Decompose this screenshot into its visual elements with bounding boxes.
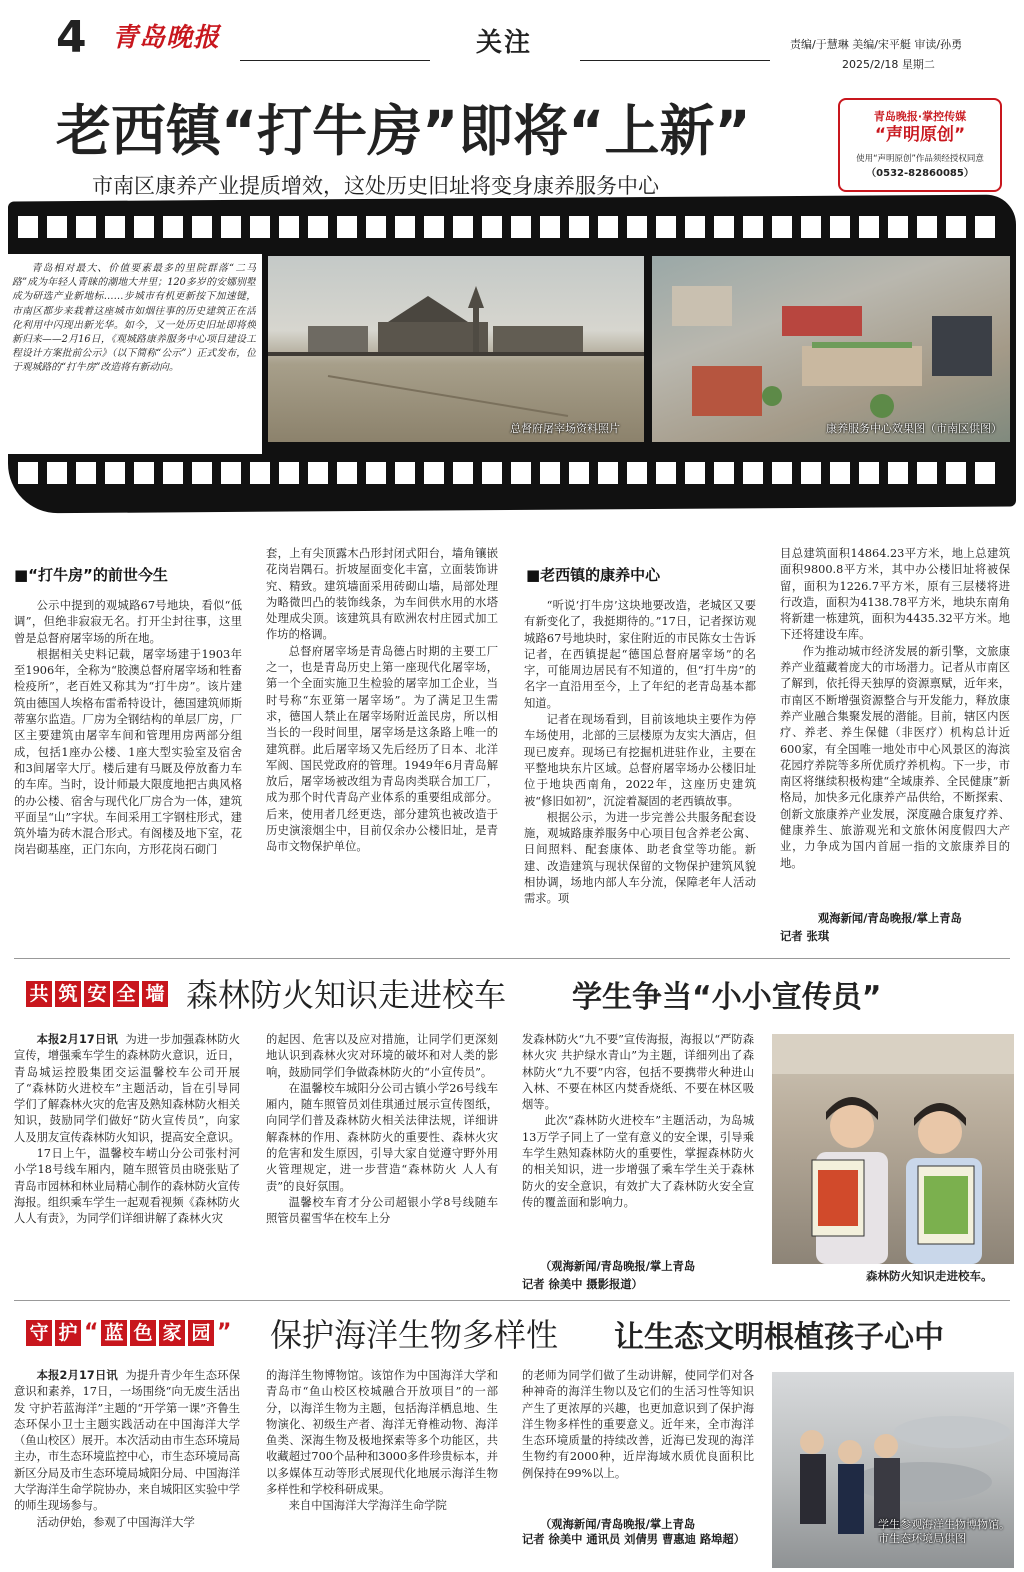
museum-photo — [772, 1372, 1014, 1568]
paragraph: 来自中国海洋大学海洋生命学院 — [288, 1499, 447, 1513]
museum-photo-caption: 学生参观海洋生物博物馆。市生态环境局供图 — [878, 1518, 1010, 1545]
tag-char: 护 — [55, 1320, 81, 1346]
paragraph: “听说‘打牛房’这块地要改造，老城区又要有新变化了，我挺期待的。”17日，记者探访观城路67号地块时，家住附近的市民陈女士告诉记者，在西镇提起“德国总督府屠宰场”的名字，可能周边居民有不知道的，但“打牛房”的名字一直沿用至今，上了年纪的老青岛基本都知道。 — [524, 599, 756, 710]
school-bus-photo-caption: 森林防火知识走进校车。 — [866, 1269, 993, 1283]
paragraph: 发森林防火“九不要”宣传海报，海报以“严防森林火灾 共护绿水青山”为主题，详细列出了森林防火“九不要”内容，包括不要携带火种进山入林、不要在林区内焚香烧纸、不要在林区吸烟等。 — [522, 1033, 754, 1112]
story3-col3 — [522, 1368, 754, 1514]
students-illustration — [772, 1034, 1014, 1264]
intro-paragraph: 青岛相对最大、价值要素最多的里院群落“二马路”成为年轻人青睐的潮地大井里；120多岁的安娜别墅成为研选产业新地标……步城市有机更新按下加速键，市南区都步来栽着这座城市如烟往事的历史建筑正在活化利用中闪现出新光华。如今，又一处历史旧址即将焕新归来——2月16日，《观城路康养服务中心项目建设工程设计方案批前公示》（以下简称“公示”）正式发布，位于观城路的“打牛房”改造将有新动向。 — [12, 263, 256, 374]
dateline: 本报2月17日讯 — [36, 1369, 118, 1382]
masthead-rule-right — [580, 60, 770, 61]
paragraph: 总督府屠宰场是青岛德占时期的主要工厂之一，也是青岛历史上第一座现代化屠宰场，第一个全面实施卫生检验的屠宰加工企业，当时号称“东亚第一屠宰场”。为了满足卫生需求，德国人禁止在屠宰场附近盖民房，所以相当长的一段时间里，屠宰场是这条路上唯一的建筑群。此后屠宰场又先后经历了日本、北洋军阀、国民党政府的管理。1949年6月青岛解放后，屠宰场被改组为青岛肉类联合加工厂，成为那个时代青岛产业体系的重要组成部分。后来，使用者几经更迭，部分建筑也被改造于历史演滚烟尘中，目前仅余办公楼旧址，是青岛市文物保护单位。 — [266, 644, 498, 854]
tag-char: 园 — [188, 1320, 214, 1346]
stamp-line-3: 使用“声明原创”作品须经授权同意 — [856, 154, 984, 164]
paragraph: 活动伊始，参观了中国海洋大学 — [36, 1515, 195, 1529]
stamp-line-1: 青岛晚报·掌控传媒 — [873, 110, 967, 123]
section-divider — [14, 958, 1010, 959]
story3-reporter: 记者 徐美中 通讯员 刘倩男 曹惠迪 路埠超） — [522, 1533, 746, 1546]
rendering-caption: 康养服务中心效果图（市南区供图） — [826, 422, 1002, 435]
paragraph: 的起因、危害以及应对措施，让同学们更深刻地认识到森林火灾对环境的破坏和对人类的影响，鼓励同学们争做森林防火的“小宣传员”。 — [266, 1033, 498, 1079]
film-sprockets-bottom — [10, 462, 1010, 484]
old-building-illustration — [268, 256, 644, 442]
tag-char: 墙 — [142, 981, 168, 1007]
paragraph: 的老师为同学们做了生动讲解，使同学们对各种神奇的海洋生物以及它们的生活习性等知识产生了更浓厚的兴趣，也更加意识到了保护海洋生物多样性的重要意义。近年来，全市海洋生态环境质量的持续改善，近海已发现的海洋生物约有2000种，近岸海域水质优良面积比例保持在99%以上。 — [522, 1369, 754, 1480]
film-sprockets-top — [10, 216, 1010, 238]
dateline: 本报2月17日讯 — [36, 1033, 118, 1046]
story3-col2 — [266, 1368, 498, 1568]
paragraph: 记者在现场看到，目前该地块主要作为停车场使用，北部的三层楼原为友实大酒店，但现已废弃。现场已有挖掘机进驻作业，主要在平整地块东片区域。总督府屠宰场办公楼旧址位于地块西南角，2022年，这座历史建筑被“修旧如初”，沉淀着凝固的老西镇故事。 — [524, 713, 756, 808]
paragraph: 在温馨校车城阳分公司古镇小学26号线车厢内，随车照管员刘佳琪通过展示宣传图纸，向同学们普及森林防火相关法律法规，详细讲解森林的作用、森林防火的重要性、森林火灾的危害和发生原因，引导大家自觉遵守野外用火管理规定，进一步营造“森林防火 人人有责”的良好氛围。 — [266, 1081, 498, 1193]
page-number: 4 — [56, 12, 87, 63]
main-headline: 老西镇“打牛房”即将“上新” — [56, 99, 751, 163]
tag-char: ” — [217, 1320, 232, 1345]
story3-title-bold: 让生态文明根植孩子心中 — [614, 1320, 944, 1355]
story2-title-bold: 学生争当“小小宣传员” — [572, 980, 882, 1015]
tag-char: 蓝 — [101, 1320, 127, 1346]
stamp-line-4: （0532-82860085） — [866, 168, 974, 179]
story2-byline: （观海新闻/青岛晚报/掌上青岛 — [540, 1260, 696, 1273]
story2-col3 — [522, 1032, 754, 1256]
masthead-rule-left — [240, 60, 430, 61]
tag-char: 安 — [84, 981, 110, 1007]
section-title: 关注 — [476, 28, 533, 58]
tag-char: 筑 — [55, 981, 81, 1007]
article1-col2 — [266, 546, 498, 950]
article2-byline: 观海新闻/青岛晚报/掌上青岛 — [818, 912, 962, 925]
rendering-photo — [652, 256, 1010, 442]
paragraph: 的海洋生物博物馆。该馆作为中国海洋大学和青岛市“鱼山校区校城融合开放项目”的一部分，以海洋生物为主题，包括海洋栖息地、生物演化、初级生产者、海洋无脊椎动物、海洋鱼类、深海生物及极地探索等多个功能区，共收藏超过700个品种和3000多件珍贵标本，并以多媒体互动等形式展现代化地展示海洋生物多样性和学校科研成果。 — [266, 1369, 498, 1497]
article2-heading: ■老西镇的康养中心 — [526, 566, 661, 584]
article1-col1 — [14, 598, 242, 950]
paragraph: 温馨校车育才分公司超银小学8号线随车照管员翟雪华在校车上分 — [266, 1195, 498, 1226]
article1-heading: ■“打牛房”的前世今生 — [14, 566, 168, 584]
story2-col2 — [266, 1032, 498, 1294]
paragraph: 17日上午，温馨校车崂山分公司张村河小学18号线车厢内，随车照管员由晓张贴了青岛市园林和林业局精心制作的森林防火宣传海报。组织乘车学生一起观看视频《森林防火人人有责》，为同学们详细讲解了森林火灾 — [14, 1147, 240, 1226]
paragraph: 为进一步加强森林防火宣传，增强乘车学生的森林防火意识，近日，青岛城运控股集团交运温馨校车公司开展了“森林防火进校车”主题活动，旨在引导同学们了解森林火灾的危害及熟知森林防火相关知识，鼓励同学们做好“防火宣传员”，向家人及朋友宣传森林防火知识，提高安全意识。 — [14, 1033, 240, 1144]
paragraph: 根据公示，为进一步完善公共服务配套设施，观城路康养服务中心项目包含养老公寓、日间照料、配套康体、助老食堂等功能。新建、改造建筑与现状保留的文物保护建筑风貌相协调，场地内部人车分流，保障老年人活动需求。项 — [524, 810, 756, 906]
intro-text — [12, 262, 256, 442]
article2-col3 — [524, 598, 756, 950]
tag-char: “ — [84, 1320, 99, 1345]
school-bus-photo — [772, 1034, 1014, 1264]
paragraph: 公示中提到的观城路67号地块，看似“低调”，但绝非寂寂无名。打开尘封往事，这里曾是总督府屠宰场的所在地。 — [14, 599, 242, 645]
story3-col1 — [14, 1368, 240, 1568]
tag-char: 家 — [159, 1320, 185, 1346]
article2-reporter: 记者 张琪 — [780, 930, 830, 943]
section-divider-2 — [14, 1300, 1010, 1301]
issue-date: 2025/2/18 星期二 — [842, 58, 935, 71]
main-subheadline: 市南区康养产业提质增效，这处历史旧址将变身康养服务中心 — [92, 174, 659, 198]
tag-char: 色 — [130, 1320, 156, 1346]
rendering-illustration — [652, 256, 1010, 442]
story2-title-light: 森林防火知识走进校车 — [186, 976, 507, 1014]
tag-char: 共 — [26, 981, 52, 1007]
stamp-line-2: “声明原创” — [874, 125, 966, 145]
paragraph: 作为推动城市经济发展的新引擎，文旅康养产业蕴藏着庞大的市场潜力。记者从市南区了解到，依托得天独厚的资源禀赋，近年来，市南区不断增强资源整合与开发能力，释放康养产业融合集聚发展的潜能。目前，辖区内医疗、养老、养生保健（非医疗）机构总计近600家，有全国唯一地处市中心风景区的海滨花园疗养院等多所优质疗养机构。下一步，市南区将继续积极构建“全域康养、全民健康”新格局，加快多元化康养产品供给，不断探索、创新文旅康养产业发展，深度融合康复疗养、健康养生、旅游观光和文旅休闲度假四大产业，力争成为国内首屈一指的文旅康养目的地。 — [780, 644, 1010, 870]
original-stamp — [838, 98, 1002, 192]
story2-col1 — [14, 1032, 240, 1294]
paper-logo: 青岛晚报 — [112, 23, 221, 53]
story2-reporter: 记者 徐美中 摄影报道） — [522, 1278, 643, 1291]
editor-credits: 责编/于慧琳 美编/宋平艇 审读/孙勇 — [790, 38, 963, 51]
story3-title-light: 保护海洋生物多样性 — [270, 1316, 559, 1354]
story3-tag — [26, 1320, 234, 1346]
paragraph: 目总建筑面积14864.23平方米，地上总建筑面积9800.8平方米，其中办公楼旧址将被保留，面积为1226.7平方米，原有三层楼将进行改造，面积为4138.78平方米，地块东南角将新建一栋建筑，面积为4435.32平方米。地下还将建设车库。 — [780, 547, 1010, 642]
paragraph: 为提升青少年生态环保意识和素养，17日，一场围绕“向无废生活出发 守护若蓝海洋”主题的“开学第一课”齐鲁生态环保小卫士主题实践活动在中国海洋大学（鱼山校区）展开。本次活动由市生态环境局主办，市生态环境监控中心，市生态环境局高新区分局及市生态环境局城阳分局、中国海洋大学海洋生命学院协办，来自城阳区实验中学的师生现场参与。 — [14, 1369, 240, 1513]
tag-char: 守 — [26, 1320, 52, 1346]
paragraph: 根据相关史料记载，屠宰场建于1903年至1906年，全称为“胶澳总督府屠宰场和牲畜检疫所”，老百姓又称其为“打牛房”。该片建筑由德国人埃格布雷希特设计，德国建筑师斯蒂塞尔监造。厂房为全钢结构的单层厂房，厂区主要建筑由屠宰车间和管理用房两部分组成，包括1座办公楼、1座大型实验室及宿舍和3间屠宰大厅。楼后建有马厩及停放畜力车的车库。当时，设计师最大限度地把古典风格的办公楼、宿舍与现代化厂房合为一体，建筑平面呈“山”字状。车间采用工字钢柱形式，建筑外墙为砖木混合形式。有阁楼及地下室，花岗岩砌基座，正门东向，方形花岗石砌门 — [14, 647, 242, 857]
article2-col4 — [780, 546, 1010, 906]
paragraph: 此次“森林防火进校车”主题活动，为岛城13万学子同上了一堂有意义的安全课，引导乘车学生熟知森林防火的重要性，掌握森林防火的相关知识，进一步增强了乘车学生关于森林防火的安全意识，有效扩大了森林防火安全宣传的覆盖面和影响力。 — [522, 1114, 754, 1209]
old-photo-caption: 总督府屠宰场资料照片 — [510, 422, 620, 435]
paragraph: 套，上有尖顶露木凸形封闭式阳台，墙角镶嵌花岗岩隅石。折坡屋面变化丰富，立面装饰讲究、精致。建筑墙面采用砖砌山墙，局部处理为略微凹凸的装饰线条，为车间供水用的水塔处理成尖顶。该建筑具有欧洲农村庄园式加工作坊的格调。 — [266, 547, 498, 642]
old-slaughterhouse-photo — [268, 256, 644, 442]
tag-char: 全 — [113, 981, 139, 1007]
story2-tag — [26, 981, 171, 1007]
story3-byline: （观海新闻/青岛晚报/掌上青岛 — [540, 1518, 696, 1531]
